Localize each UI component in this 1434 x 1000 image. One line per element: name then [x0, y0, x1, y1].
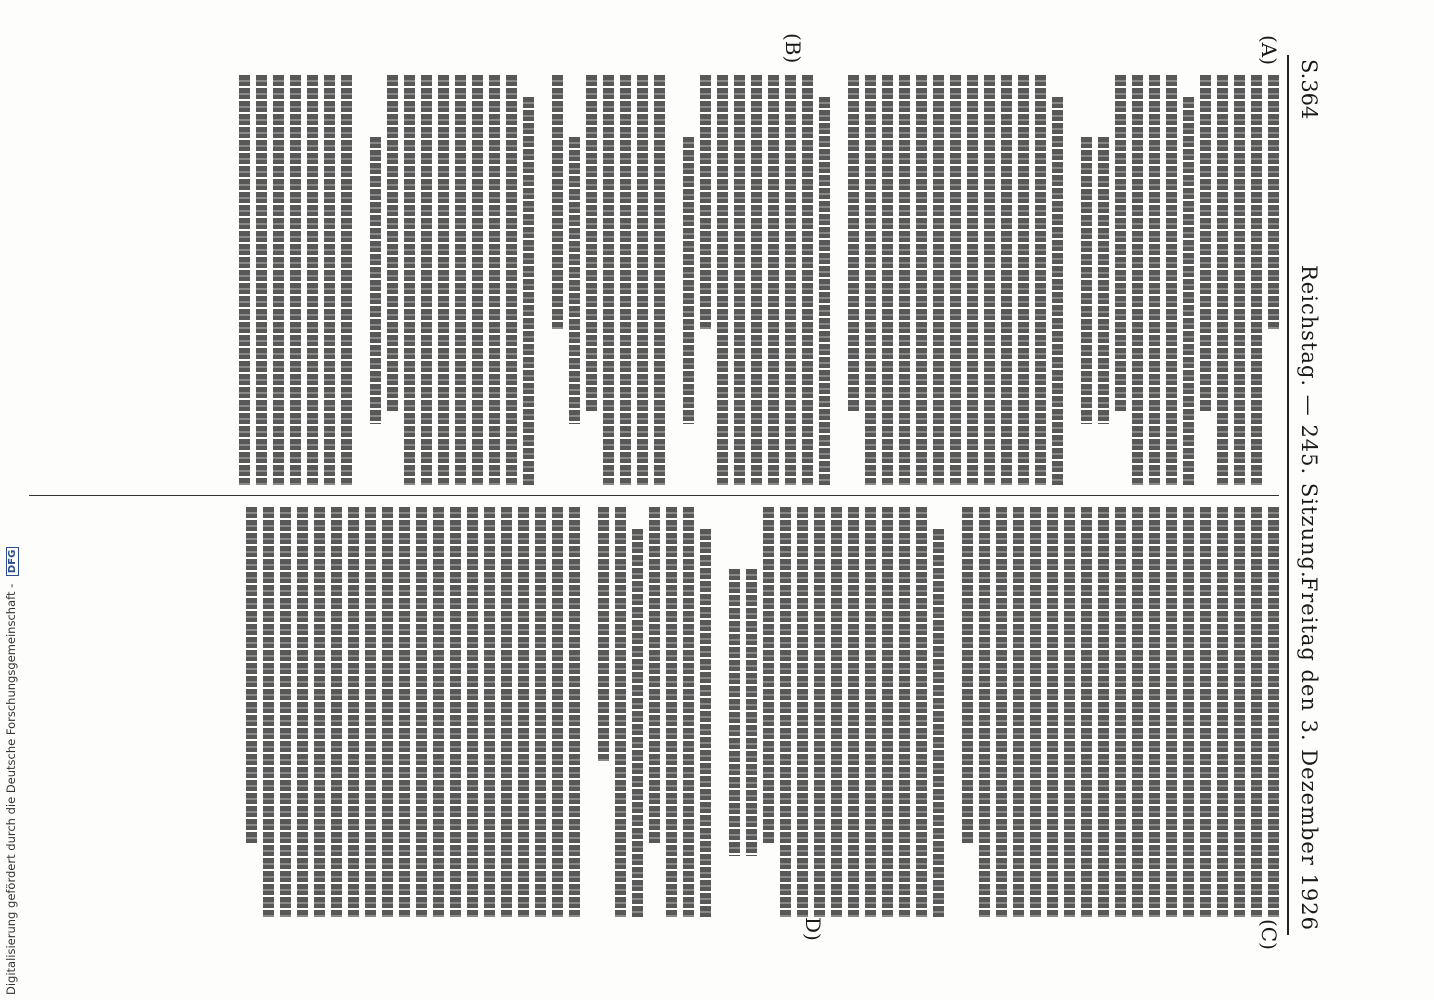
- margin-letter-d: D): [801, 917, 825, 941]
- text-line: [518, 507, 529, 917]
- text-line: [700, 75, 711, 329]
- text-line: [324, 75, 335, 485]
- text-line: [1200, 75, 1211, 411]
- text-line: [348, 507, 359, 917]
- text-line: [1217, 507, 1228, 917]
- text-line: [404, 75, 415, 485]
- text-line: [649, 507, 660, 843]
- text-line: [1183, 97, 1194, 485]
- text-line: [484, 507, 495, 917]
- text-line: [848, 75, 859, 411]
- interjection-line: [729, 569, 740, 856]
- margin-letter-c: (C): [1257, 919, 1281, 950]
- text-line: [331, 507, 342, 917]
- text-line: [802, 75, 813, 485]
- digitization-credit: [4, 5, 24, 995]
- text-line: [552, 507, 563, 917]
- text-line: [552, 75, 563, 329]
- session-title: Reichstag. — 245. Sitzung.: [1297, 265, 1321, 579]
- text-line: [1052, 97, 1063, 485]
- text-line: [916, 507, 927, 917]
- credit-text: Digitalisierung gefördert durch die Deutsche Forschungsgemeinschaft -: [4, 583, 18, 995]
- page-number: S.364: [1297, 59, 1321, 120]
- text-line: [290, 75, 301, 485]
- text-line: [962, 507, 973, 843]
- text-line: [506, 75, 517, 485]
- text-line: [933, 75, 944, 485]
- text-line: [1149, 75, 1160, 485]
- column-divider: [29, 495, 1279, 496]
- text-line: [899, 75, 910, 485]
- text-line: [933, 529, 944, 917]
- text-line: [882, 75, 893, 485]
- text-line: [1251, 507, 1262, 917]
- text-line: [586, 75, 597, 411]
- text-line: [899, 507, 910, 917]
- text-line: [814, 507, 825, 917]
- text-line: [365, 507, 376, 917]
- text-line: [489, 75, 500, 485]
- text-line: [1013, 507, 1024, 917]
- text-line: [780, 507, 791, 917]
- text-line: [1132, 75, 1143, 485]
- text-line: [239, 75, 250, 485]
- text-line: [314, 507, 325, 917]
- text-line: [632, 529, 643, 917]
- text-line: [399, 507, 410, 917]
- text-line: [433, 507, 444, 917]
- text-line: [307, 75, 318, 485]
- text-line: [523, 97, 534, 485]
- text-line: [297, 507, 308, 917]
- text-line: [341, 75, 352, 485]
- page-header: [1287, 55, 1325, 935]
- rotated-newspaper-page: [15, 33, 1325, 950]
- text-line: [1132, 507, 1143, 917]
- text-line: [916, 75, 927, 485]
- text-line: [246, 507, 257, 843]
- text-column-left: [29, 75, 1279, 485]
- margin-letter-b: (B): [781, 33, 805, 64]
- text-line: [263, 507, 274, 917]
- text-line: [535, 507, 546, 917]
- text-line: [1115, 507, 1126, 917]
- text-line: [603, 75, 614, 485]
- text-line: [763, 507, 774, 843]
- interjection-line: [370, 137, 381, 424]
- text-line: [1047, 507, 1058, 917]
- text-line: [387, 75, 398, 411]
- text-line: [1217, 75, 1228, 485]
- text-line: [717, 75, 728, 485]
- text-line: [1268, 507, 1279, 917]
- text-line: [382, 507, 393, 917]
- text-line: [979, 507, 990, 917]
- text-line: [1035, 75, 1046, 485]
- text-line: [967, 75, 978, 485]
- text-line: [996, 507, 1007, 917]
- text-line: [950, 75, 961, 485]
- text-line: [654, 75, 665, 485]
- text-line: [501, 507, 512, 917]
- interjection-line: [683, 137, 694, 424]
- text-line: [1166, 507, 1177, 917]
- text-line: [797, 507, 808, 917]
- text-line: [734, 75, 745, 485]
- text-line: [472, 75, 483, 485]
- interjection-line: [1098, 137, 1109, 424]
- text-line: [1030, 507, 1041, 917]
- text-line: [569, 507, 580, 917]
- text-line: [1251, 75, 1262, 485]
- text-line: [768, 75, 779, 485]
- text-line: [865, 75, 876, 485]
- text-line: [1166, 75, 1177, 485]
- text-line: [984, 75, 995, 485]
- text-line: [620, 75, 631, 485]
- text-line: [280, 507, 291, 917]
- text-line: [615, 507, 626, 917]
- text-line: [1115, 75, 1126, 411]
- text-line: [819, 97, 830, 485]
- text-line: [666, 507, 677, 917]
- text-line: [256, 75, 267, 485]
- text-line: [683, 507, 694, 917]
- text-line: [637, 75, 648, 485]
- text-line: [1018, 75, 1029, 485]
- text-line: [1183, 507, 1194, 917]
- text-line: [1234, 75, 1245, 485]
- text-line: [455, 75, 466, 485]
- interjection-line: [569, 137, 580, 424]
- text-line: [416, 507, 427, 917]
- text-line: [785, 75, 796, 485]
- dfg-logo: DFG: [6, 547, 19, 576]
- interjection-line: [1081, 137, 1092, 424]
- session-date: Freitag den 3. Dezember 1926: [1297, 576, 1321, 931]
- speaker-line: [1268, 75, 1279, 329]
- text-line: [598, 507, 609, 761]
- text-line: [438, 75, 449, 485]
- text-line: [1200, 507, 1211, 917]
- text-line: [421, 75, 432, 485]
- text-line: [751, 75, 762, 485]
- text-line: [1064, 507, 1075, 917]
- text-line: [1098, 507, 1109, 917]
- text-line: [467, 507, 478, 917]
- margin-letter-a: (A): [1257, 35, 1281, 66]
- interjection-line: [746, 569, 757, 856]
- text-line: [1001, 75, 1012, 485]
- text-line: [1149, 507, 1160, 917]
- text-line: [882, 507, 893, 917]
- text-line: [831, 507, 842, 917]
- text-line: [848, 507, 859, 917]
- text-column-right: [29, 507, 1279, 917]
- text-line: [700, 529, 711, 917]
- text-line: [865, 507, 876, 917]
- text-line: [273, 75, 284, 485]
- text-line: [450, 507, 461, 917]
- text-line: [1234, 507, 1245, 917]
- text-line: [1081, 507, 1092, 917]
